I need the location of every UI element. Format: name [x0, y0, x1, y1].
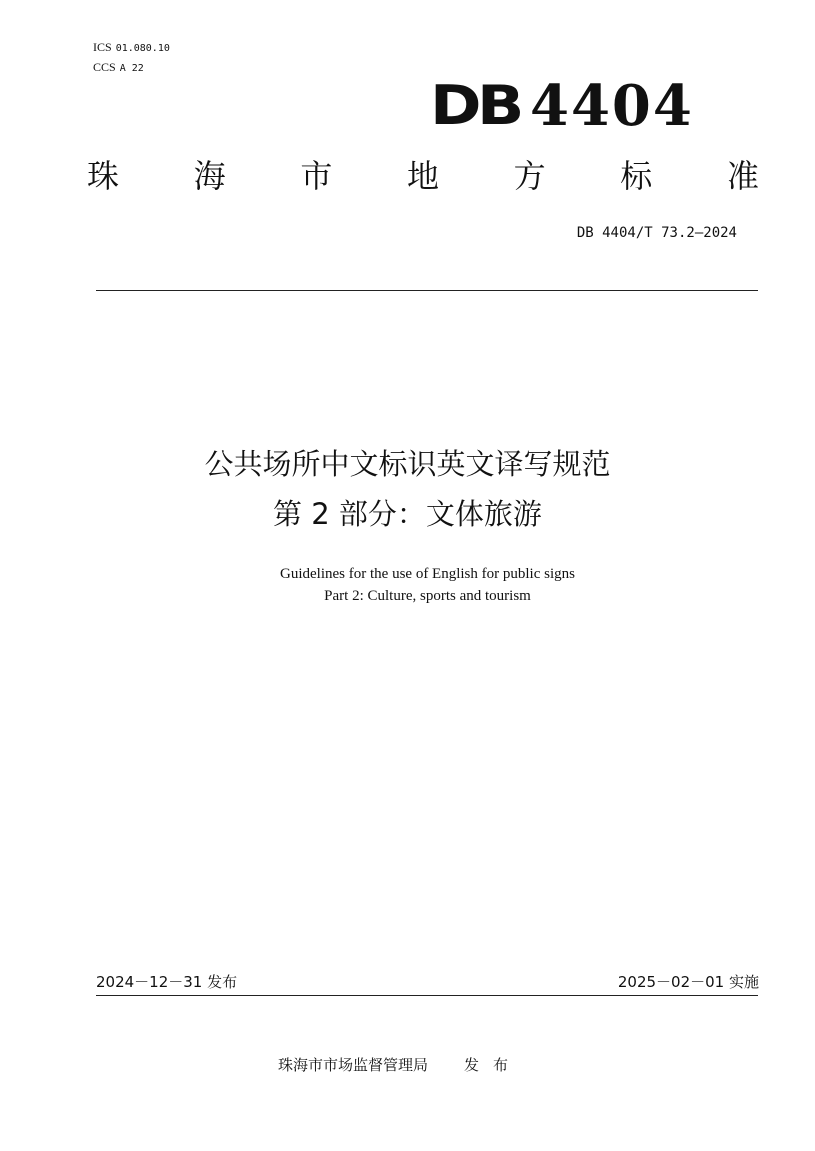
standard-type-char: 珠	[87, 157, 120, 195]
title-en-line1: Guidelines for the use of English for public signs	[280, 566, 575, 582]
implementation-date: 2025－02－01 实施	[617, 973, 759, 991]
title-en-line2: Part 2: Culture, sports and tourism	[324, 588, 531, 604]
ics-code-line	[93, 40, 170, 56]
standard-type-heading	[87, 156, 759, 196]
ics-label: ICS	[93, 40, 112, 54]
header-divider	[96, 290, 758, 291]
footer-divider	[96, 995, 758, 996]
title-cn-line1: 公共场所中文标识英文译写规范	[204, 447, 611, 481]
issuer-name: 珠海市市场监督管理局	[278, 1056, 429, 1074]
standard-type-char: 地	[406, 157, 439, 195]
issuer-action: 发布	[464, 1056, 523, 1074]
standard-type-char: 海	[193, 157, 226, 195]
ccs-label: CCS	[93, 60, 116, 74]
issuing-authority	[278, 1054, 522, 1076]
db-standard-mark	[430, 70, 710, 139]
db-prefix: DB	[430, 74, 520, 137]
db-region-code: 4404	[530, 73, 694, 139]
title-cn-line2: 第 2 部分：文体旅游	[273, 497, 542, 531]
ccs-code-line	[93, 60, 144, 76]
standard-type-char: 准	[726, 157, 759, 195]
standard-type-char: 市	[300, 157, 333, 195]
ics-code: 01.080.10	[115, 43, 170, 54]
issue-date: 2024－12－31 发布	[96, 973, 238, 991]
ccs-code: A 22	[119, 63, 144, 74]
standard-number: DB 4404/T 73.2—2024	[576, 225, 737, 241]
standard-type-char: 标	[620, 157, 653, 195]
standard-type-char: 方	[513, 157, 546, 195]
